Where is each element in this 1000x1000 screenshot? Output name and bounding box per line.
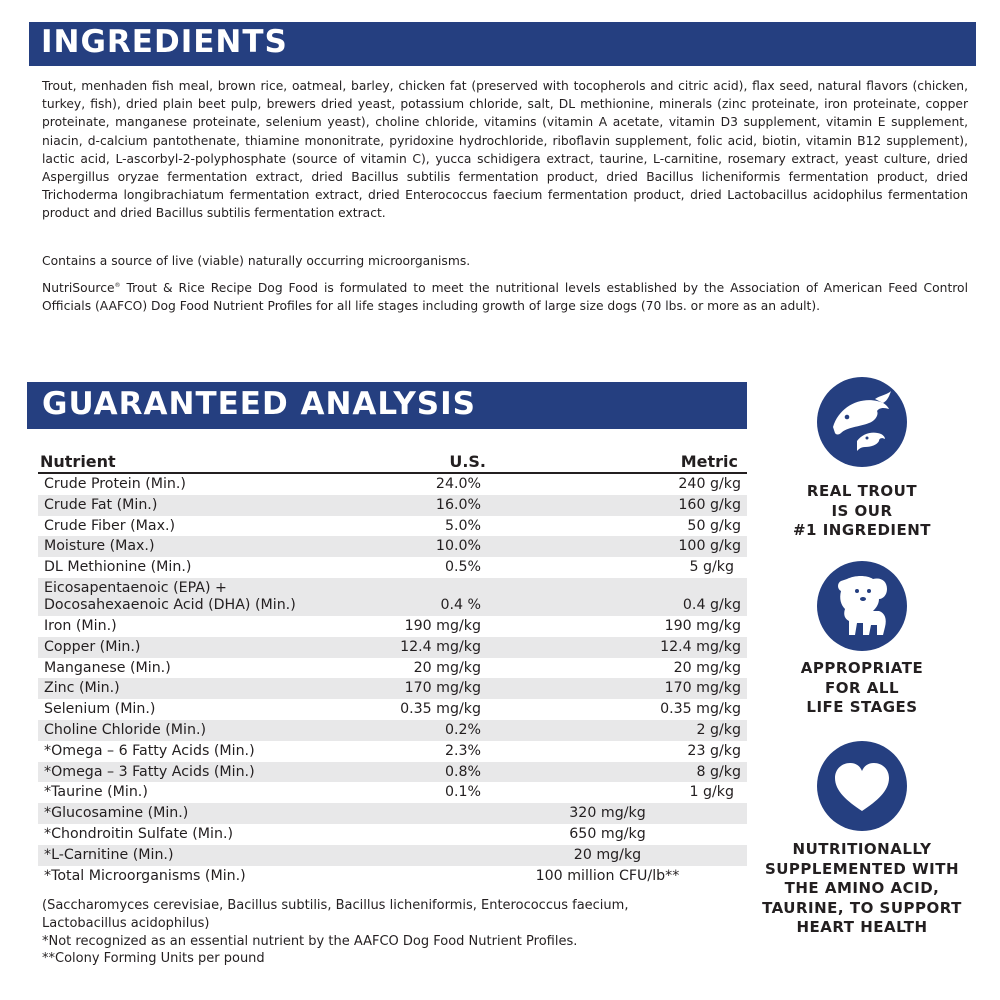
- column-header-nutrient: Nutrient: [38, 451, 368, 473]
- live-microorganisms-note: Contains a source of live (viable) naturally occurring microorganisms.: [42, 254, 471, 268]
- nutrient-cell: *Omega – 6 Fatty Acids (Min.): [44, 742, 255, 759]
- caption-line: NUTRITIONALLY: [792, 840, 932, 858]
- caption-line: TAURINE, TO SUPPORT: [762, 898, 962, 917]
- nutrient-cell: Iron (Min.): [44, 617, 117, 634]
- us-value-cell: 0.8%: [368, 762, 488, 783]
- us-value-cell: 0.1%: [444, 784, 481, 801]
- table-header-row: [38, 451, 747, 473]
- caption-line: HEART HEALTH: [796, 918, 928, 936]
- column-header-metric: Metric: [488, 451, 747, 473]
- ingredients-heading-band: [29, 22, 976, 66]
- caption-line: REAL TROUT: [806, 482, 918, 500]
- formulation-statement: [42, 277, 968, 315]
- puppy-icon: [817, 561, 907, 651]
- heart-health-badge-caption: [752, 840, 972, 938]
- brand-name: NutriSource: [42, 281, 115, 295]
- nutrient-cell: Moisture (Max.): [38, 536, 368, 557]
- combined-value-cell: 320 mg/kg: [368, 803, 747, 824]
- caption-line: LIFE STAGES: [806, 698, 918, 716]
- analysis-heading-band: [27, 382, 747, 429]
- trout-badge: [817, 377, 907, 467]
- nutrient-line-1: Eicosapentaenoic (EPA) +: [44, 579, 227, 596]
- heart-badge: [817, 741, 907, 831]
- us-value-cell: 0.35 mg/kg: [400, 701, 481, 718]
- us-value-cell: 10.0%: [368, 536, 488, 557]
- combined-value-cell: 650 mg/kg: [569, 825, 646, 842]
- nutrient-cell: Crude Protein (Min.): [44, 476, 186, 492]
- us-value-cell: 12.4 mg/kg: [368, 637, 488, 658]
- trout-fish-icon: [817, 377, 907, 467]
- table-row: [38, 741, 747, 762]
- nutrient-cell: *Omega – 3 Fatty Acids (Min.): [38, 762, 368, 783]
- nutrient-cell: Selenium (Min.): [44, 701, 156, 718]
- footnote-line: **Colony Forming Units per pound: [42, 951, 265, 967]
- combined-value-cell: 20 mg/kg: [368, 845, 747, 866]
- metric-value-cell: 0.4 g/kg: [488, 578, 747, 616]
- nutrient-cell: *Total Microorganisms (Min.): [44, 867, 246, 884]
- metric-value-cell: 240 g/kg: [678, 476, 741, 492]
- caption-line: THE AMINO ACID,: [784, 879, 940, 897]
- metric-value-cell: 190 mg/kg: [664, 617, 741, 634]
- caption-line: FOR ALL: [825, 678, 899, 697]
- table-row: [38, 557, 747, 578]
- guaranteed-analysis-table: [38, 451, 747, 886]
- table-row: [38, 678, 747, 699]
- nutrient-cell: *Glucosamine (Min.): [38, 803, 368, 824]
- table-row: [38, 658, 747, 679]
- heart-icon: [817, 741, 907, 831]
- metric-value-cell: 20 mg/kg: [673, 659, 741, 676]
- puppy-badge: [817, 561, 907, 651]
- formulation-text: Trout & Rice Recipe Dog Food is formulated to meet the nutritional levels established by the Association of American Feed Control Officials (AAFCO) Dog Food Nutrient Profiles for all life stages including growth of large size dogs (70 lbs. or more as an adult).: [42, 281, 968, 314]
- us-value-cell: 170 mg/kg: [368, 678, 488, 699]
- metric-value-cell: 8 g/kg: [488, 762, 747, 783]
- ingredients-heading-rule: [29, 64, 976, 65]
- us-value-cell: 5.0%: [444, 517, 481, 534]
- us-value-cell: 0.2%: [368, 720, 488, 741]
- table-row: [38, 536, 747, 557]
- metric-value-cell: 5 g/kg: [689, 559, 734, 576]
- table-row: [38, 762, 747, 783]
- metric-value-cell: 100 g/kg: [488, 536, 747, 557]
- nutrient-cell: Copper (Min.): [38, 637, 368, 658]
- metric-value-cell: 0.35 mg/kg: [660, 701, 741, 718]
- us-value-cell: 24.0%: [435, 476, 481, 492]
- metric-value-cell: 50 g/kg: [687, 517, 741, 534]
- table-row: [38, 616, 747, 637]
- nutrient-cell: Crude Fiber (Max.): [44, 517, 176, 534]
- metric-value-cell: 160 g/kg: [488, 495, 747, 516]
- life-stages-badge-caption: [752, 659, 972, 718]
- ingredients-list: Trout, menhaden fish meal, brown rice, oatmeal, barley, chicken fat (preserved with tocopherols and citric acid), flax seed, natural flavors (chicken, turkey, fish), dried plain beet pulp, brewers dried yeast, potassium chloride, salt, DL methionine, minerals (zinc proteinate, iron proteinate, copper proteinate, manganese proteinate, selenium yeast), choline chloride, vitamins (vitamin A acetate, vitamin D3 supplement, vitamin E supplement, niacin, d-calcium pantothenate, thiamine mononitrate, pyridoxine hydrochloride, riboflavin supplement, folic acid, biotin, vitamin B12 supplement), lactic acid, L-ascorbyl-2-polyphosphate (source of vitamin C), yucca schidigera extract, taurine, L-carnitine, rosemary extract, yeast culture, dried Aspergillus oryzae fermentation extract, dried Bacillus subtilis fermentation product, dried Bacillus licheniformis fermentation product, dried Trichoderma longibrachiatum fermentation extract, dried Enterococcus faecium fermentation product, dried Lactobacillus acidophilus fermentation product and dried Bacillus subtilis fermentation extract.: [42, 79, 968, 221]
- nutrient-cell: *Chondroitin Sulfate (Min.): [44, 825, 234, 842]
- analysis-heading: GUARANTEED ANALYSIS: [42, 386, 476, 422]
- nutrient-cell: Crude Fat (Min.): [38, 495, 368, 516]
- table-row: [38, 845, 747, 866]
- caption-line: SUPPLEMENTED WITH: [764, 859, 960, 878]
- table-row: [38, 824, 747, 845]
- footnote-line: (Saccharomyces cerevisiae, Bacillus subtilis, Bacillus licheniformis, Enterococcus faecium,: [42, 898, 629, 913]
- nutrient-line-2: Docosahexaenoic Acid (DHA) (Min.): [44, 597, 296, 614]
- table-row: [38, 782, 747, 803]
- analysis-footnotes: [42, 897, 762, 968]
- table-row: [38, 473, 747, 495]
- nutrient-cell: Zinc (Min.): [38, 678, 368, 699]
- table-row: [38, 516, 747, 537]
- ingredients-heading: INGREDIENTS: [41, 24, 288, 60]
- us-value-cell: 20 mg/kg: [413, 659, 481, 676]
- caption-line: APPROPRIATE: [800, 659, 924, 677]
- table-row: [38, 699, 747, 720]
- table-row: [38, 803, 747, 824]
- metric-value-cell: 1 g/kg: [689, 784, 734, 801]
- combined-value-cell: 100 million CFU/lb**: [535, 867, 680, 884]
- column-header-us: U.S.: [368, 451, 488, 473]
- us-value-cell: 0.5%: [444, 559, 481, 576]
- us-value-cell: 0.4 %: [368, 578, 488, 616]
- caption-line: IS OUR: [831, 501, 893, 520]
- metric-value-cell: 2 g/kg: [488, 720, 747, 741]
- table-row: [38, 866, 747, 887]
- table-row: [38, 578, 747, 616]
- metric-value-cell: 170 mg/kg: [488, 678, 747, 699]
- table-row: [38, 720, 747, 741]
- nutrient-cell: Choline Chloride (Min.): [38, 720, 368, 741]
- table-row: [38, 637, 747, 658]
- us-value-cell: 2.3%: [444, 742, 481, 759]
- trout-badge-caption: [752, 482, 972, 541]
- nutrient-cell: [38, 578, 368, 616]
- table-row: [38, 495, 747, 516]
- us-value-cell: 16.0%: [368, 495, 488, 516]
- footnote-line: *Not recognized as an essential nutrient by the AAFCO Dog Food Nutrient Profiles.: [42, 933, 578, 949]
- us-value-cell: 190 mg/kg: [404, 617, 481, 634]
- footnote-line: Lactobacillus acidophilus): [42, 915, 210, 931]
- metric-value-cell: 12.4 mg/kg: [488, 637, 747, 658]
- registered-mark: ®: [114, 282, 121, 289]
- metric-value-cell: 23 g/kg: [687, 742, 741, 759]
- nutrient-cell: *L-Carnitine (Min.): [38, 845, 368, 866]
- nutrient-cell: *Taurine (Min.): [44, 784, 148, 801]
- caption-line: #1 INGREDIENT: [792, 521, 932, 539]
- nutrient-cell: DL Methionine (Min.): [44, 559, 192, 576]
- nutrient-cell: Manganese (Min.): [44, 659, 171, 676]
